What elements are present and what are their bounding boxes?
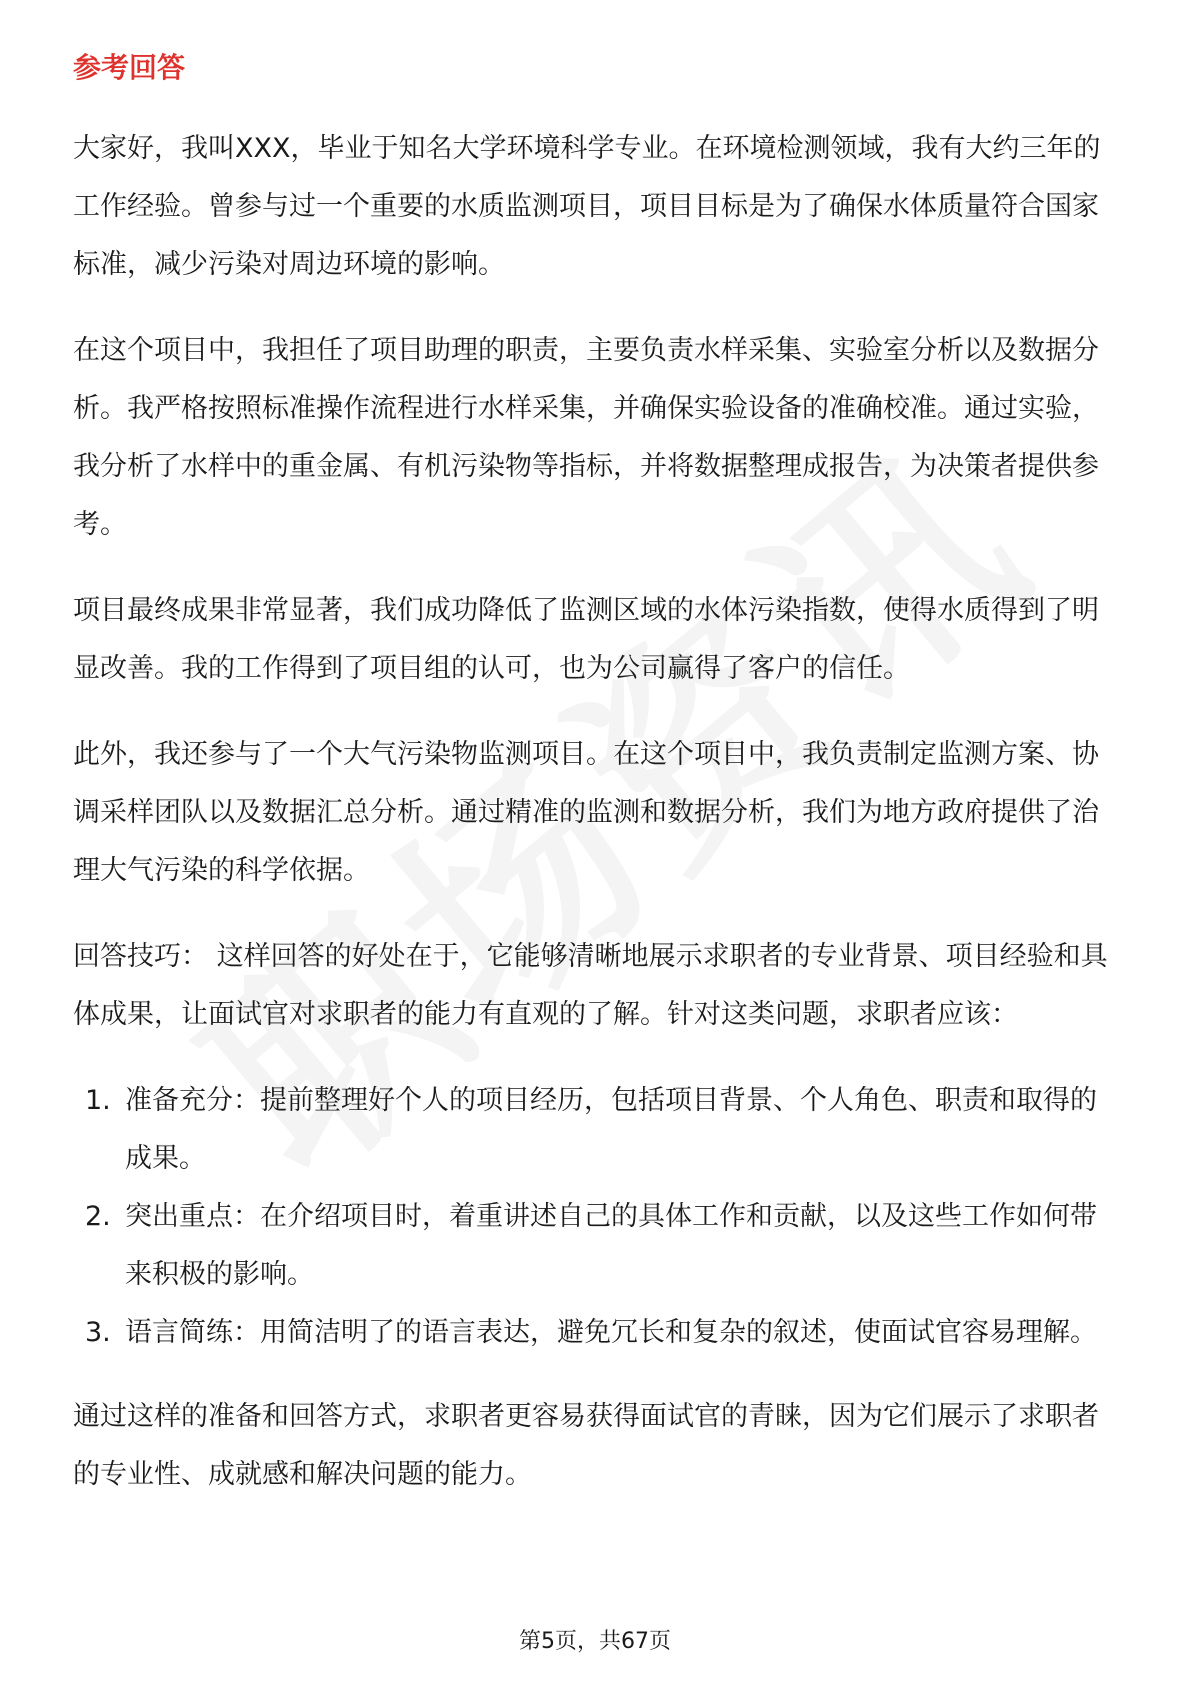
list-item <box>73 1072 1123 1188</box>
section-heading: 参考回答 <box>73 51 186 84</box>
paragraph-role: 在这个项目中，我担任了项目助理的职责，主要负责水样采集、实验室分析以及数据分析。我严格按照标准操作流程进行水样采集，并确保实验设备的准确校准。通过实验，我分析了水样中的重金属、有机污染物等指标，并将数据整理成报告，为决策者提供参考。 <box>73 335 1099 540</box>
paragraph-results: 项目最终成果非常显著，我们成功降低了监测区域的水体污染指数，使得水质得到了明显改善。我的工作得到了项目组的认可，也为公司赢得了客户的信任。 <box>73 595 1099 684</box>
list-number: 3. <box>85 1317 111 1348</box>
list-item <box>73 1188 1123 1304</box>
tips-list <box>73 1072 1123 1362</box>
paragraph-intro: 大家好，我叫XXX，毕业于知名大学环境科学专业。在环境检测领域，我有大约三年的工作经验。曾参与过一个重要的水质监测项目，项目目标是为了确保水体质量符合国家标准，减少污染对周边环境的影响。 <box>73 133 1101 280</box>
paragraph-air-project: 此外，我还参与了一个大气污染物监测项目。在这个项目中，我负责制定监测方案、协调采样团队以及数据汇总分析。通过精准的监测和数据分析，我们为地方政府提供了治理大气污染的科学依据。 <box>73 739 1099 886</box>
list-item-text: 突出重点：在介绍项目时，着重讲述自己的具体工作和贡献，以及这些工作如何带来积极的影响。 <box>125 1201 1097 1290</box>
list-item <box>73 1304 1123 1362</box>
list-number: 2. <box>85 1201 111 1232</box>
list-item-text: 准备充分：提前整理好个人的项目经历，包括项目背景、个人角色、职责和取得的成果。 <box>125 1085 1097 1174</box>
paragraph-tips-intro: 回答技巧： 这样回答的好处在于，它能够清晰地展示求职者的专业背景、项目经验和具体成果，让面试官对求职者的能力有直观的了解。针对这类问题，求职者应该： <box>73 941 1108 1030</box>
list-number: 1. <box>85 1085 111 1116</box>
page-number-footer: 第5页，共67页 <box>519 1629 671 1654</box>
page-content <box>73 48 1123 1532</box>
paragraph-closing: 通过这样的准备和回答方式，求职者更容易获得面试官的青睐，因为它们展示了求职者的专业性、成就感和解决问题的能力。 <box>73 1401 1099 1490</box>
list-item-text: 语言简练：用简洁明了的语言表达，避免冗长和复杂的叙述，使面试官容易理解。 <box>125 1317 1097 1348</box>
